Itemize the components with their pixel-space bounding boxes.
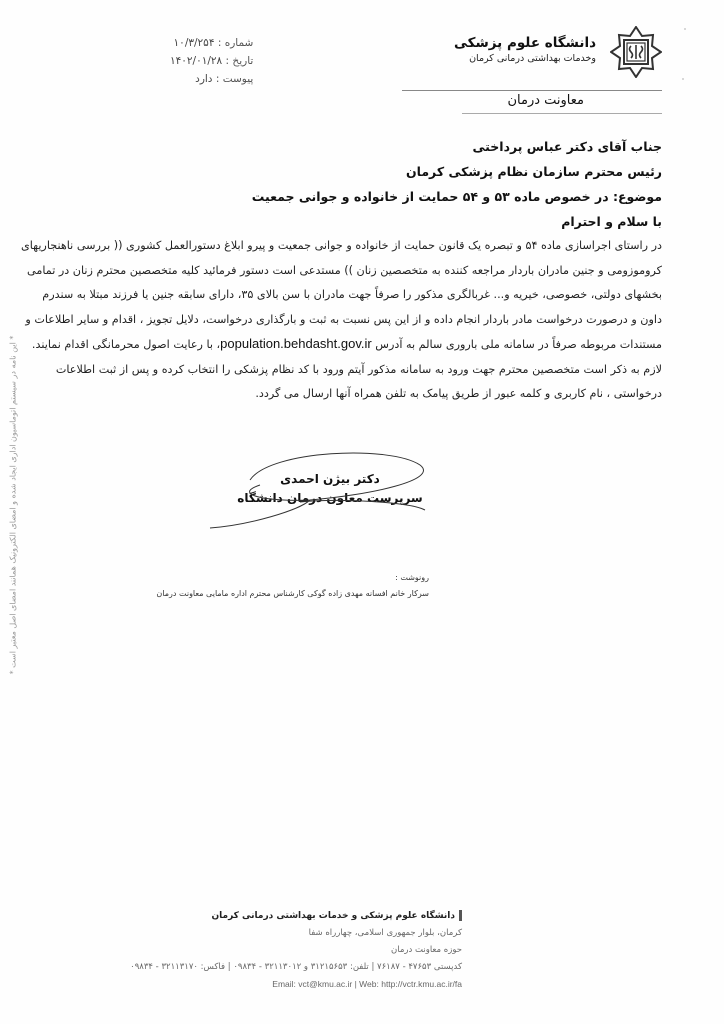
- signatory-title: سرپرست معاون درمان دانشگاه: [237, 491, 423, 505]
- footer-university: دانشگاه علوم پزشکی و خدمات بهداشتی درمانی کرمان: [130, 908, 462, 925]
- scan-artifact: [684, 28, 686, 30]
- header-divider: [462, 113, 662, 114]
- department-name: معاونت درمان: [507, 93, 584, 108]
- body-line: مستندات مربوطه صرفاً در سامانه ملی باروری سالم به آدرس population.behdasht.gov.ir، با رعایت اصول محرمانگی اقدام نمایند.: [31, 336, 662, 351]
- body-line: در راستای اجراسازی ماده ۵۴ و تبصره یک قانون حمایت از خانواده و جوانی جمعیت و پیرو ابلاغ دستورالعمل کشوری (( بررسی ناهنجاریهای: [21, 239, 662, 252]
- footer-address: کرمان، بلوار جمهوری اسلامی، چهارراه شفا: [308, 928, 462, 938]
- signature-block: [230, 470, 430, 508]
- letter-date: تاریخ : ۱۴۰۲/۰۱/۲۸: [170, 55, 254, 67]
- cc-recipient: سرکار خانم افسانه مهدی زاده گوکی کارشناس محترم اداره مامایی معاونت درمان: [156, 589, 429, 598]
- cc-block: [156, 570, 429, 602]
- recipient: جناب آقای دکتر عباس پرداختی: [472, 139, 662, 154]
- subject: موضوع: در خصوص ماده ۵۳ و ۵۴ حمایت از خانواده و جوانی جمعیت: [251, 189, 662, 204]
- body-line: بخشهای دولتی، خصوصی، خیریه و... غربالگری مذکور را صرفاً جهت مادران با سن بالای ۳۵، دارای سابقه جنین یا فرزند مبتلا به سندرم: [42, 288, 662, 301]
- footer-email-web[interactable]: Email: vct@kmu.ac.ir | Web: http://vctr.kmu.ac.ir/fa: [272, 979, 462, 989]
- footer-contact: کدپستی ۴۷۶۵۳ - ۷۶۱۸۷ | تلفن: ۳۱۲۱۵۶۵۳ و ۳۲۱۱۳۰۱۲ - ۰۹۸۳۴ | فاکس: ۳۲۱۱۳۱۷۰ - ۰۹۸۳۴: [130, 962, 462, 972]
- automation-side-note: * این نامه در سیستم اتوماسیون اداری ایجاد شده و امضای الکترونیک همانند امضای اصل معتبر است *: [8, 335, 18, 675]
- recipient-title: رئیس محترم سازمان نظام پزشکی کرمان: [405, 164, 662, 179]
- letter-footer: [130, 908, 462, 993]
- cc-label: رونوشت :: [395, 573, 429, 582]
- letterhead-brand: [402, 18, 662, 88]
- letter-attachment: پیوست : دارد: [195, 73, 254, 85]
- letter-meta: [170, 34, 253, 88]
- system-url-link[interactable]: population.behdasht.gov.ir: [220, 336, 372, 351]
- letter-body: [21, 134, 662, 407]
- body-line: داون و درصورت درخواست مادر باردار انجام داده و از این پس نسبت به ثبت و بارگذاری درخواست، دلایل تجویز ، اقدام و سایر اطلاعات و: [25, 312, 662, 326]
- greeting: با سلام و احترام: [561, 214, 662, 229]
- university-title: دانشگاه علوم پزشکی: [454, 35, 596, 51]
- body-line: لازم به ذکر است متخصصین محترم جهت ورود به سامانه مذکور آیتم ورود با کد نظام پزشکی را انتخاب کرده و پس از ثبت اطلاعات: [55, 362, 662, 376]
- university-subtitle: وخدمات بهداشتی درمانی کرمان: [469, 53, 596, 64]
- body-line: کروموزومی و جنین مادران باردار مراجعه کننده به متخصصین زنان )) مستدعی است دستور فرمائید کلیه متخصصین محترم زنان در تمامی: [27, 263, 662, 277]
- letter-number: شماره : ۱۰/۳/۲۵۴: [173, 37, 254, 49]
- scan-artifact: [682, 78, 684, 80]
- header-divider: [402, 90, 662, 91]
- body-paragraph: [21, 234, 662, 407]
- footer-unit: حوزه معاونت درمان: [391, 945, 462, 955]
- kmu-star-logo-icon: [610, 26, 662, 78]
- signatory-name: دکتر بیژن احمدی: [280, 472, 380, 486]
- body-line: درخواستی ، نام کاربری و کلمه عبور از طریق پیامک به تلفن همراه آنها ارسال می گردد.: [255, 387, 662, 400]
